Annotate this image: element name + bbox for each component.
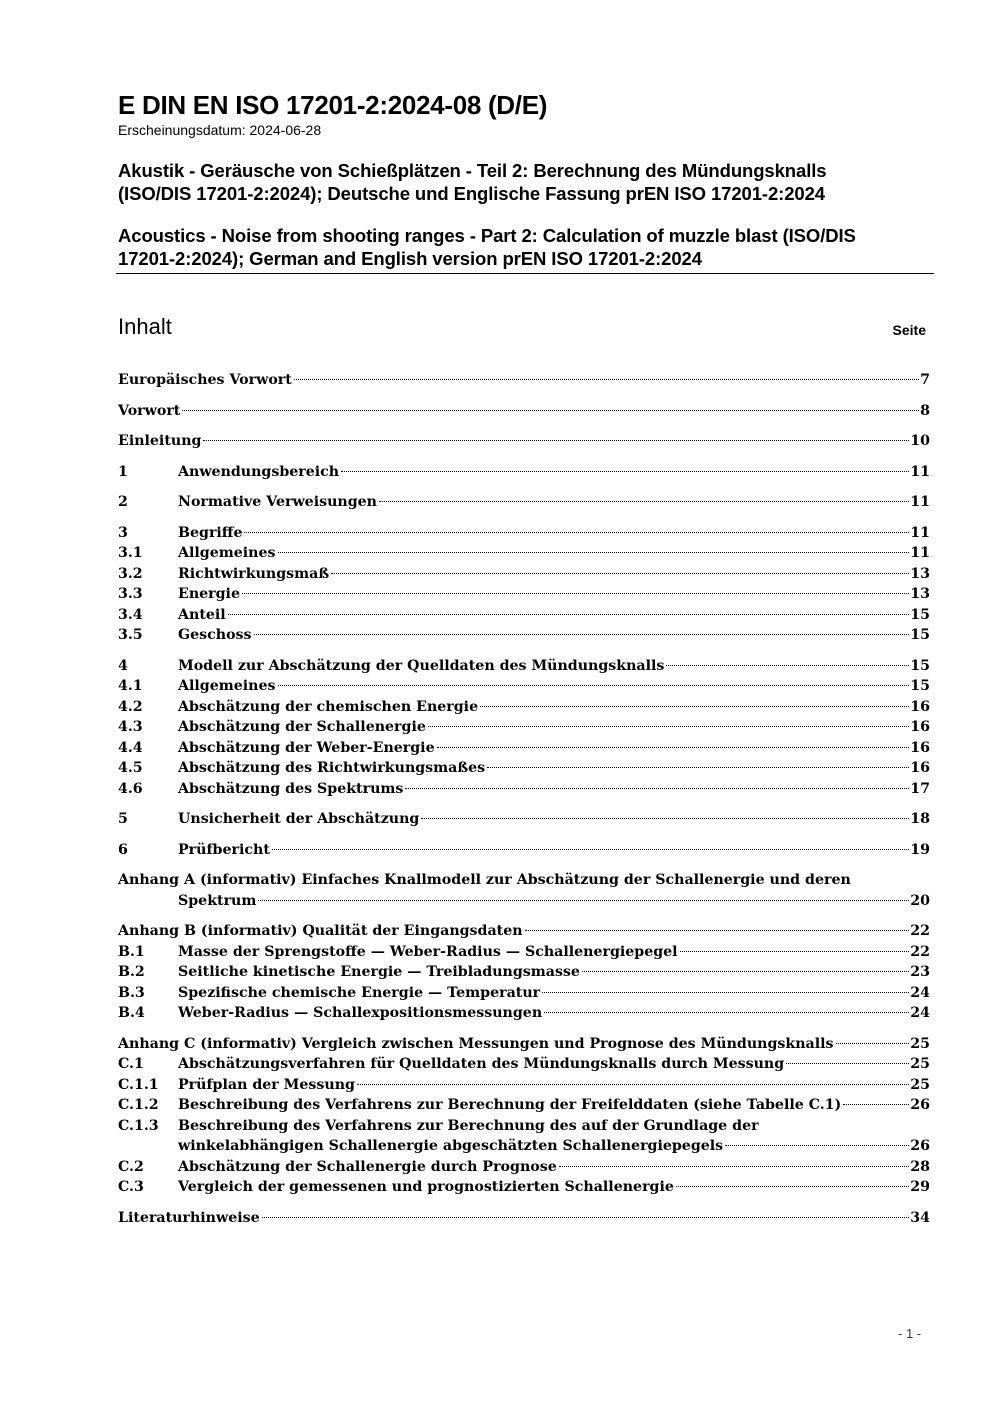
toc-entry[interactable] [118,676,930,697]
toc-leader [228,614,910,615]
toc-entry[interactable] [118,1095,930,1116]
toc-entry[interactable] [118,738,930,759]
toc-entry[interactable] [118,370,930,391]
toc-entry-page: 28 [910,1158,930,1175]
toc-leader [836,1043,910,1044]
toc-entry-title: Allgemeines [178,676,277,697]
toc-entry-page: 34 [910,1209,930,1226]
toc-entry-title: Modell zur Abschätzung der Quelldaten des Mündungsknalls [178,656,665,677]
title-german [118,159,934,205]
toc-entry-page: 17 [910,780,930,797]
toc-leader [428,726,909,727]
toc-entry-page: 7 [920,372,930,388]
toc-entry-title: Richtwirkungsmaß [178,564,330,585]
toc-entry-number: C.1.1 [118,1076,159,1093]
toc-leader [480,706,909,707]
toc-entry[interactable] [118,431,930,452]
header-divider [116,273,934,274]
toc-entry[interactable] [118,462,930,483]
toc-entry-number: 3.4 [118,606,143,623]
toc-entry-title: Abschätzung der chemischen Energie [178,697,479,718]
toc-entry-number: 3.1 [118,545,143,561]
toc-entry-title: Abschätzung des Richtwirkungsmaßes [178,758,486,779]
toc-entry-number: 4.4 [118,739,143,756]
toc-entry-title: Weber-Radius — Schallexpositionsmessungen [178,1003,543,1024]
toc-leader [843,1104,909,1105]
toc-entry-title: Abschätzung der Weber-Energie [178,738,436,759]
toc-entry-page: 25 [910,1056,930,1072]
toc-entry[interactable] [118,1157,930,1178]
toc-entry[interactable] [118,962,930,983]
toc-entry-title: Anteil [178,605,227,626]
toc-entry[interactable] [118,983,930,1004]
toc-leader [244,532,909,533]
toc-entry-title: Prüfbericht [178,840,271,861]
toc-entry-number: 2 [118,494,128,510]
toc-entry-number: 5 [118,811,128,827]
toc-entry-page: 15 [910,627,930,643]
toc-entry-title: Anhang A (informativ) Einfaches Knallmodell zur Abschätzung der Schallenergie und deren [118,870,852,891]
toc-leader [341,471,909,472]
toc-entry[interactable] [118,717,930,738]
toc-entry-number: 4.3 [118,719,143,735]
toc-leader [680,951,910,952]
toc-entry-number: C.1.3 [118,1117,159,1134]
toc-entry-title: Beschreibung des Verfahrens zur Berechnung der Freifelddaten (siehe Tabelle C.1) [178,1095,842,1116]
toc-leader [278,685,910,686]
toc-entry-page: 18 [910,811,930,827]
toc-leader [525,930,910,931]
toc-leader [278,552,910,553]
table-of-contents [118,370,930,1228]
toc-leader [379,501,909,502]
toc-leader [421,818,909,819]
toc-entry-number: 3.3 [118,586,143,602]
title-english [118,224,934,270]
toc-entry-title: Europäisches Vorwort [118,370,293,391]
toc-entry-title: Abschätzung der Schallenergie durch Prognose [178,1157,558,1178]
toc-entry-title: Anwendungsbereich [178,462,340,483]
toc-leader [437,747,910,748]
toc-leader [487,767,909,768]
toc-entry[interactable] [118,401,930,422]
toc-entry-title: Prüfplan der Messung [178,1075,356,1096]
toc-leader [666,665,909,666]
toc-leader [542,992,909,993]
toc-entry[interactable] [118,605,930,626]
toc-entry-title: Abschätzung der Schallenergie [178,717,427,738]
toc-entry-page: 23 [910,964,930,980]
toc-entry-number: C.1.2 [118,1097,159,1113]
toc-entry[interactable] [118,1075,930,1096]
toc-entry-title: Unsicherheit der Abschätzung [178,809,420,830]
toc-leader [242,593,909,594]
toc-entry-title: Vorwort [118,401,181,422]
toc-entry-number: 1 [118,463,128,480]
toc-entry-number: 4.1 [118,678,143,694]
toc-entry[interactable] [118,656,930,677]
toc-entry-title: Begriffe [178,523,243,544]
toc-entry-title: Spezifische chemische Energie — Temperatur [178,983,541,1004]
toc-entry-title: Seitliche kinetische Energie — Treibladungsmasse [178,962,581,983]
toc-entry-title: Geschoss [178,625,253,646]
toc-leader [357,1084,909,1085]
toc-leader [203,440,909,441]
toc-entry-title: Vergleich der gemessenen und prognostizierten Schallenergie [178,1177,675,1198]
toc-entry-page: 10 [910,433,930,449]
document-id: E DIN EN ISO 17201-2:2024-08 (D/E) [118,90,548,120]
toc-entry[interactable] [118,758,930,779]
page-number: - 1 - [898,1326,922,1341]
toc-leader [294,379,919,380]
toc-entry-title: Einleitung [118,431,202,452]
toc-leader [676,1186,909,1187]
toc-entry-number: 4 [118,657,128,674]
toc-entry-title: Anhang B (informativ) Qualität der Eingangsdaten [118,921,524,942]
toc-entry[interactable] [118,1003,930,1024]
publication-date: Erscheinungsdatum: 2024-06-28 [118,122,322,138]
toc-entry-number: 3.2 [118,565,143,582]
toc-entry[interactable] [118,870,930,891]
toc-entry[interactable] [118,942,930,963]
toc-entry[interactable] [118,840,930,861]
toc-entry-page: 16 [910,760,930,776]
toc-leader [405,788,909,789]
toc-entry-number: B.3 [118,984,145,1001]
toc-entry-title: Abschätzung des Spektrums [178,779,404,800]
toc-entry-number: C.2 [118,1158,144,1175]
toc-entry-number: 3 [118,524,128,541]
toc-entry[interactable] [118,809,930,830]
toc-entry-page: 19 [910,841,930,858]
toc-leader [182,410,919,411]
toc-entry-number: C.3 [118,1179,144,1195]
toc-entry-number: 4.5 [118,760,143,776]
toc-entry-page: 16 [910,739,930,756]
document-header [118,90,934,270]
title-english-line-2: 17201-2:2024); German and English version prEN ISO 17201-2:2024 [118,248,702,269]
toc-entry-page: 26 [910,1138,930,1154]
toc-entry-page: 22 [910,943,930,960]
toc-entry[interactable] [118,543,930,564]
toc-entry[interactable] [118,697,930,718]
toc-entry-number: B.1 [118,943,145,960]
toc-entry[interactable] [118,779,930,800]
toc-header [118,314,926,344]
toc-entry-page: 15 [910,657,930,674]
toc-entry-number: 3.5 [118,627,143,643]
toc-leader [786,1063,909,1064]
toc-entry-title: Beschreibung des Verfahrens zur Berechnung des auf der Grundlage der [178,1116,760,1137]
toc-leader [262,1217,910,1218]
toc-entry-page: 16 [910,719,930,735]
toc-entry-page: 24 [910,1005,930,1021]
toc-entry-title: Masse der Sprengstoffe — Weber-Radius — Schallenergiepegel [178,942,679,963]
toc-entry-title: Normative Verweisungen [178,492,378,513]
toc-leader [258,900,909,901]
toc-entry-continuation[interactable] [118,1136,930,1157]
toc-entry[interactable] [118,564,930,585]
toc-entry-page: 15 [910,606,930,623]
toc-leader [272,849,909,850]
toc-entry-page: 15 [910,678,930,694]
toc-entry-title: Energie [178,584,241,605]
title-german-line-1: Akustik - Geräusche von Schießplätzen - Teil 2: Berechnung des Mündungsknalls [118,160,827,181]
toc-entry[interactable] [118,1116,930,1137]
title-german-line-2: (ISO/DIS 17201-2:2024); Deutsche und Englische Fassung prEN ISO 17201-2:2024 [118,183,825,204]
toc-entry-title: winkelabhängigen Schallenergie abgeschätzten Schallenergiepegels [178,1136,724,1157]
toc-entry[interactable] [118,1054,930,1075]
toc-entry-page: 22 [910,923,930,939]
toc-leader [725,1145,909,1146]
toc-entry-number: B.2 [118,964,145,980]
toc-entry-page: 13 [910,586,930,602]
toc-entry-page: 26 [910,1097,930,1113]
toc-entry-page: 11 [910,494,930,510]
toc-entry[interactable] [118,1034,930,1055]
toc-entry-title: Literaturhinweise [118,1208,261,1229]
toc-entry[interactable] [118,625,930,646]
toc-entry-page: 11 [910,545,930,561]
toc-entry[interactable] [118,492,930,513]
toc-entry-continuation[interactable] [118,891,930,912]
toc-leader [582,971,909,972]
toc-entry[interactable] [118,1177,930,1198]
toc-entry-title: Allgemeines [178,543,277,564]
toc-leader [254,634,910,635]
toc-entry-title: Spektrum [178,891,257,912]
toc-entry-page: 13 [910,565,930,582]
toc-entry-number: 4.2 [118,698,143,715]
toc-entry-number: C.1 [118,1056,144,1072]
toc-entry-number: 4.6 [118,780,143,797]
toc-entry-page: 25 [910,1035,930,1052]
toc-entry-number: 6 [118,841,128,858]
toc-entry-page: 11 [910,463,930,480]
toc-leader [331,573,909,574]
toc-leader [559,1166,910,1167]
toc-entry-number: B.4 [118,1005,145,1021]
toc-entry[interactable] [118,584,930,605]
toc-heading: Inhalt [118,314,172,339]
toc-entry[interactable] [118,1208,930,1229]
toc-entry-page: 24 [910,984,930,1001]
toc-entry-page: 29 [910,1179,930,1195]
toc-entry-page: 8 [920,402,930,419]
toc-entry-page: 25 [910,1076,930,1093]
toc-entry[interactable] [118,523,930,544]
toc-entry-page: 16 [910,698,930,715]
toc-entry[interactable] [118,921,930,942]
title-english-line-1: Acoustics - Noise from shooting ranges - Part 2: Calculation of muzzle blast (ISO/DIS [118,225,856,246]
toc-page-column-label: Seite [892,322,926,338]
toc-entry-page: 20 [910,892,930,909]
toc-entry-page: 11 [910,524,930,541]
toc-leader [544,1012,909,1013]
toc-entry-title: Abschätzungsverfahren für Quelldaten des Mündungsknalls durch Messung [178,1054,785,1075]
toc-entry-title: Anhang C (informativ) Vergleich zwischen Messungen und Prognose des Mündungsknalls [118,1034,835,1055]
